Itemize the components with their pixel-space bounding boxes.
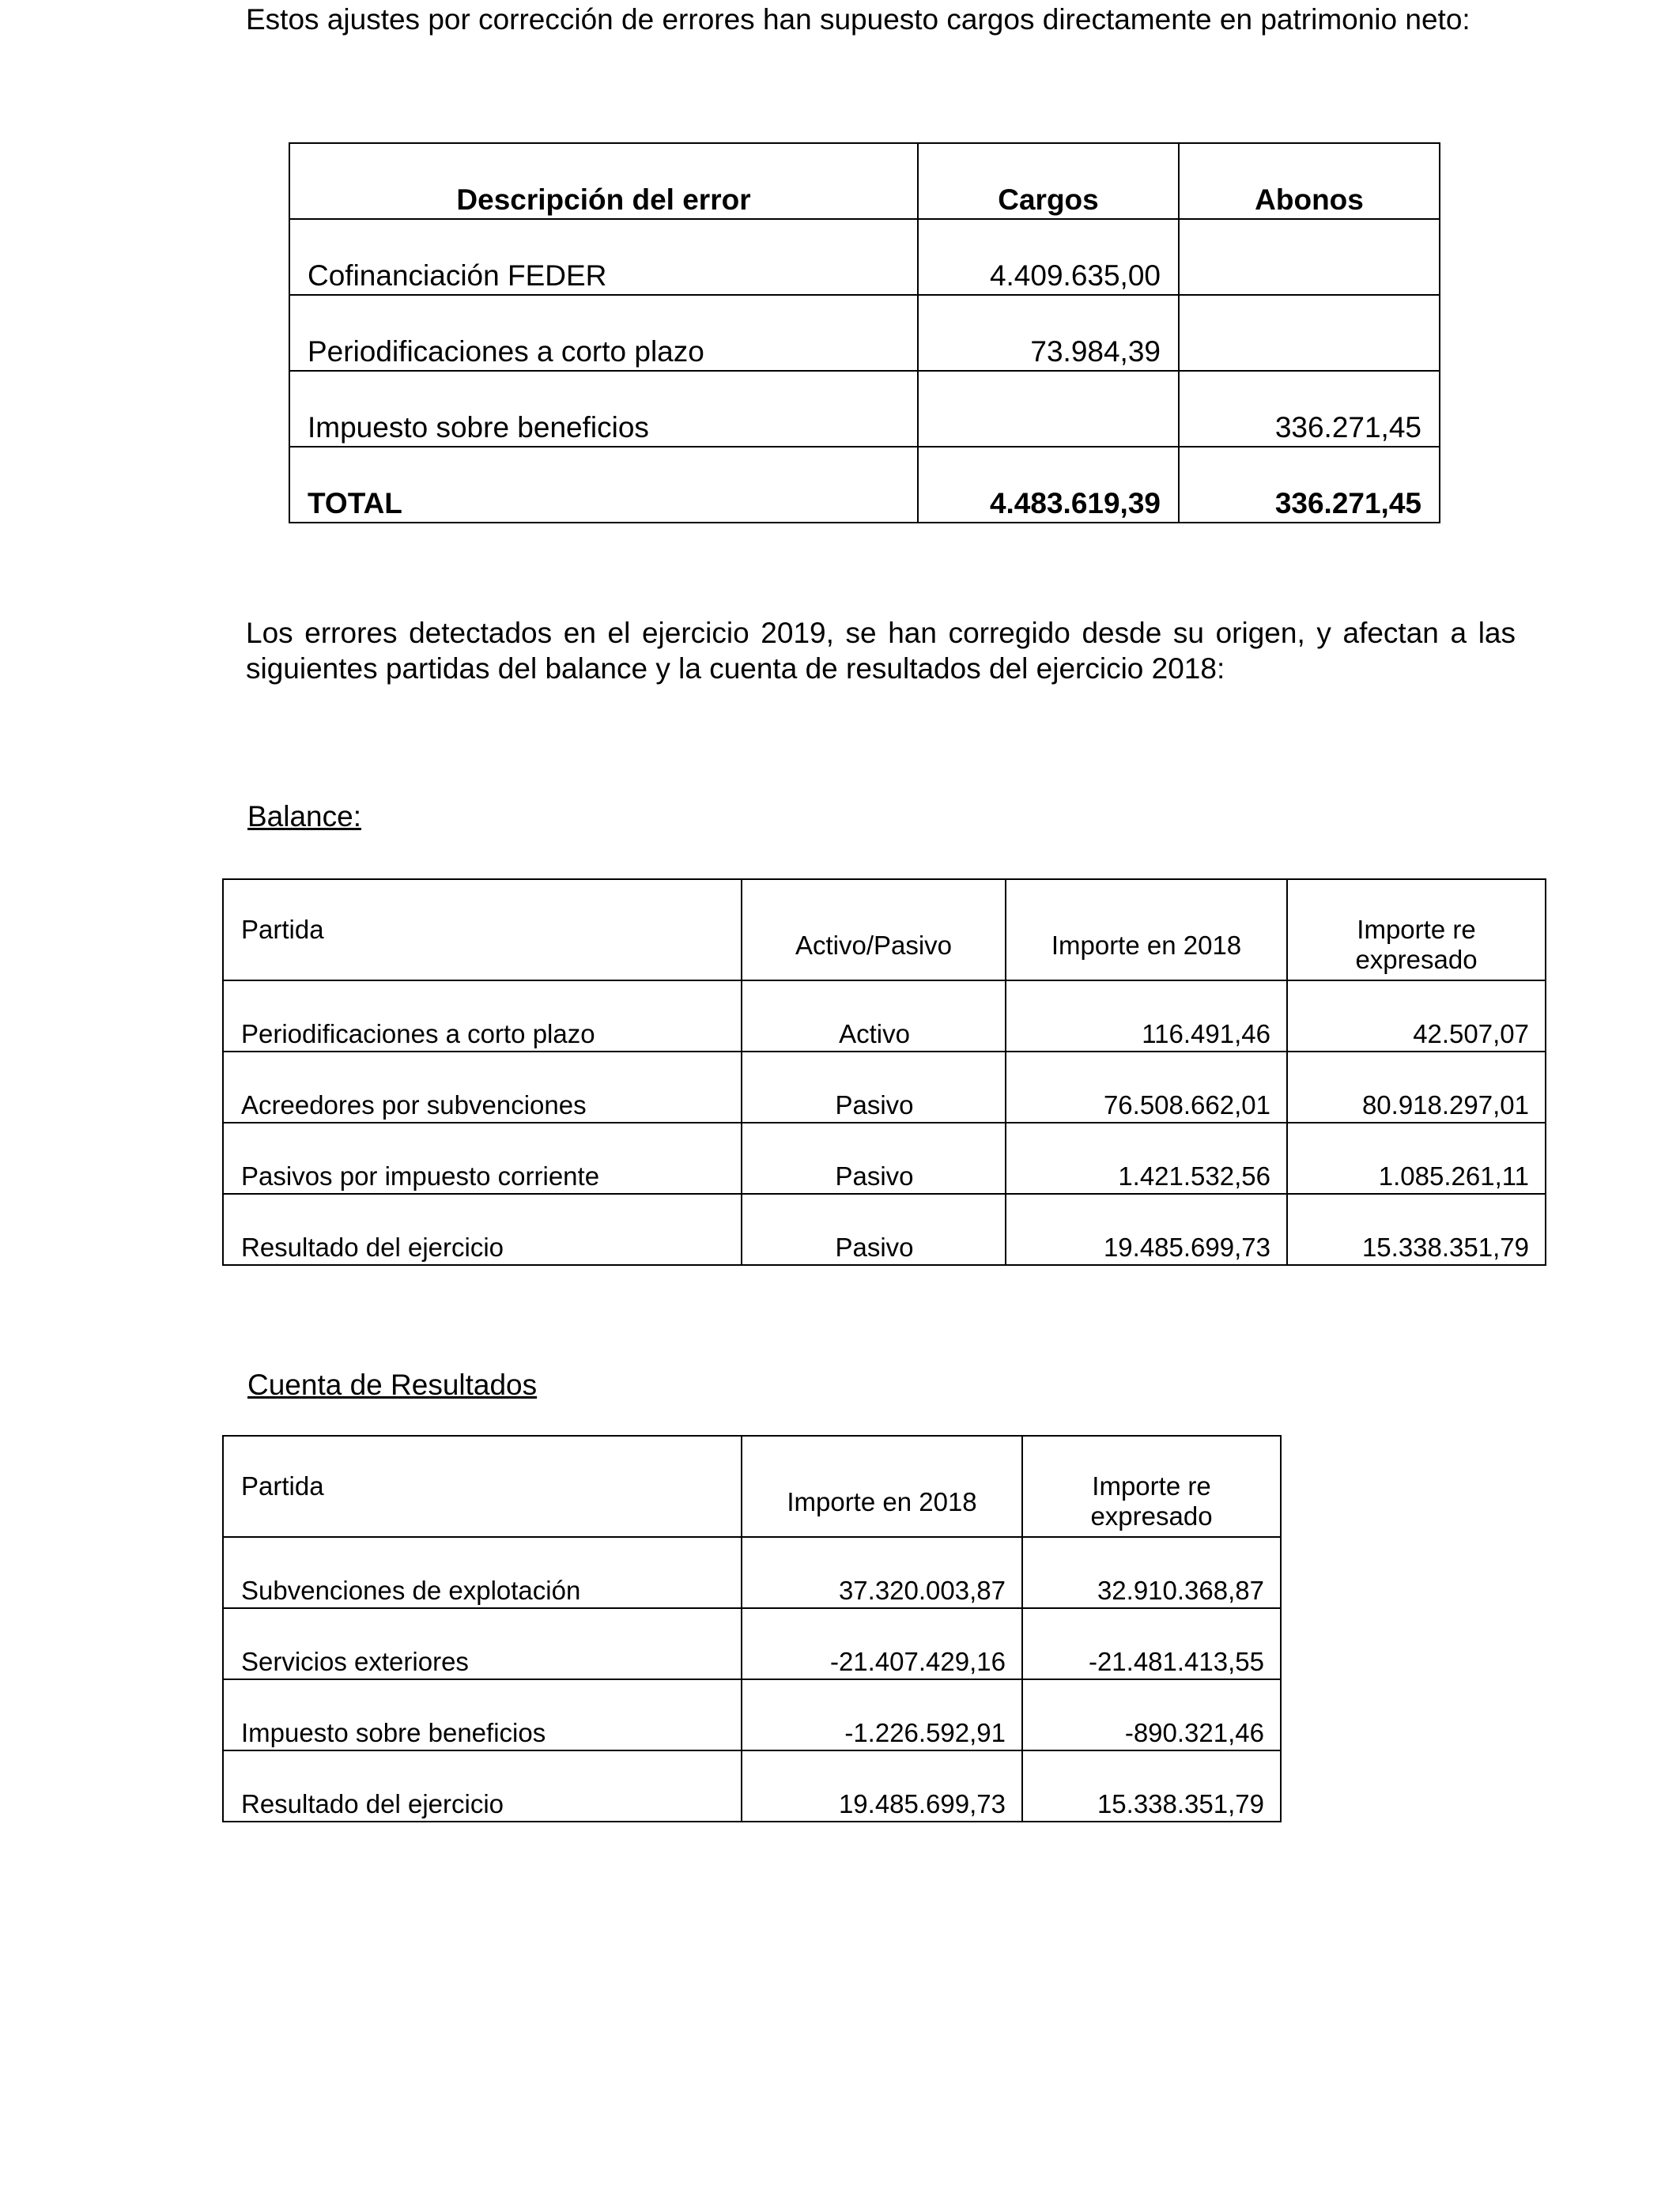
column-header-partida: [223, 879, 742, 980]
table-row: [223, 1608, 1281, 1679]
cell-importe-reexpresado: 15.338.351,79: [1022, 1750, 1281, 1822]
table-row: [289, 219, 1440, 295]
cell-importe-reexpresado: -21.481.413,55: [1022, 1608, 1281, 1679]
cell-abonos: [1179, 295, 1440, 371]
cell-importe-2018: 1.421.532,56: [1006, 1123, 1287, 1194]
column-header-abonos: Abonos: [1179, 143, 1440, 219]
table-header-row: [223, 879, 1546, 980]
cell-abonos: 336.271,45: [1179, 371, 1440, 447]
table-row: [223, 1750, 1281, 1822]
cell-importe-reexpresado: 42.507,07: [1287, 980, 1546, 1052]
cell-importe-2018: 37.320.003,87: [742, 1537, 1022, 1608]
total-cargos: 4.483.619,39: [918, 447, 1179, 523]
header-reexpresado-label: [1288, 915, 1545, 975]
column-header-descripcion: Descripción del error: [289, 143, 918, 219]
column-header-cargos: Cargos: [918, 143, 1179, 219]
table-row: [223, 1194, 1546, 1265]
header-importe-2018-label: Importe en 2018: [1051, 931, 1242, 960]
cell-importe-2018: 116.491,46: [1006, 980, 1287, 1052]
errors-table: [289, 142, 1440, 523]
table-row: [223, 980, 1546, 1052]
cell-importe-reexpresado: 32.910.368,87: [1022, 1537, 1281, 1608]
header-line-1: Importe re: [1092, 1471, 1211, 1501]
column-header-activo-pasivo: [742, 879, 1006, 980]
table-header-row: [223, 1436, 1281, 1537]
cell-descripcion: Cofinanciación FEDER: [289, 219, 918, 295]
balance-table: [222, 878, 1546, 1266]
cell-importe-2018: -1.226.592,91: [742, 1679, 1022, 1750]
cell-cargos: [918, 371, 1179, 447]
header-partida-label: Partida: [241, 1471, 324, 1501]
intro-paragraph: Estos ajustes por corrección de errores han supuesto cargos directamente en patrimonio neto:: [246, 3, 1470, 36]
results-table: [222, 1435, 1282, 1822]
cell-abonos: [1179, 219, 1440, 295]
table-row: [289, 371, 1440, 447]
header-line-1: Importe re: [1357, 915, 1476, 944]
cell-partida: Periodificaciones a corto plazo: [223, 980, 742, 1052]
header-importe-2018-label: Importe en 2018: [787, 1487, 977, 1516]
cell-partida: Resultado del ejercicio: [223, 1750, 742, 1822]
cell-activo-pasivo: Pasivo: [742, 1123, 1006, 1194]
header-partida-label: Partida: [241, 915, 324, 944]
total-label: TOTAL: [289, 447, 918, 523]
cell-activo-pasivo: Activo: [742, 980, 1006, 1052]
cell-cargos: 4.409.635,00: [918, 219, 1179, 295]
table-header-row: [289, 143, 1440, 219]
column-header-importe-2018: [1006, 879, 1287, 980]
cell-partida: Servicios exteriores: [223, 1608, 742, 1679]
cell-partida: Subvenciones de explotación: [223, 1537, 742, 1608]
cell-partida: Resultado del ejercicio: [223, 1194, 742, 1265]
header-reexpresado-label: [1023, 1471, 1280, 1531]
header-line-2: expresado: [1355, 945, 1478, 974]
table-row: [223, 1123, 1546, 1194]
header-line-2: expresado: [1090, 1501, 1213, 1531]
table-row: [223, 1537, 1281, 1608]
balance-heading: Balance:: [247, 800, 361, 833]
cell-importe-reexpresado: -890.321,46: [1022, 1679, 1281, 1750]
cell-partida: Pasivos por impuesto corriente: [223, 1123, 742, 1194]
cell-importe-2018: -21.407.429,16: [742, 1608, 1022, 1679]
cell-descripcion: Impuesto sobre beneficios: [289, 371, 918, 447]
column-header-importe-reexpresado: [1022, 1436, 1281, 1537]
cell-importe-reexpresado: 80.918.297,01: [1287, 1052, 1546, 1123]
results-heading: Cuenta de Resultados: [247, 1369, 538, 1401]
cell-cargos: 73.984,39: [918, 295, 1179, 371]
column-header-partida: [223, 1436, 742, 1537]
table-row: [289, 295, 1440, 371]
cell-activo-pasivo: Pasivo: [742, 1052, 1006, 1123]
cell-importe-2018: 19.485.699,73: [742, 1750, 1022, 1822]
cell-importe-2018: 76.508.662,01: [1006, 1052, 1287, 1123]
table-row: [223, 1679, 1281, 1750]
cell-importe-2018: 19.485.699,73: [1006, 1194, 1287, 1265]
cell-importe-reexpresado: 15.338.351,79: [1287, 1194, 1546, 1265]
cell-partida: Acreedores por subvenciones: [223, 1052, 742, 1123]
table-row: [223, 1052, 1546, 1123]
context-paragraph: Los errores detectados en el ejercicio 2019, se han corregido desde su origen, y afectan a las siguientes partidas del balance y la cuenta de resultados del ejercicio 2018:: [246, 617, 1516, 685]
cell-partida: Impuesto sobre beneficios: [223, 1679, 742, 1750]
column-header-importe-2018: [742, 1436, 1022, 1537]
total-abonos: 336.271,45: [1179, 447, 1440, 523]
cell-activo-pasivo: Pasivo: [742, 1194, 1006, 1265]
cell-importe-reexpresado: 1.085.261,11: [1287, 1123, 1546, 1194]
total-row: [289, 447, 1440, 523]
header-activo-pasivo-label: Activo/Pasivo: [795, 931, 953, 960]
column-header-importe-reexpresado: [1287, 879, 1546, 980]
cell-descripcion: Periodificaciones a corto plazo: [289, 295, 918, 371]
